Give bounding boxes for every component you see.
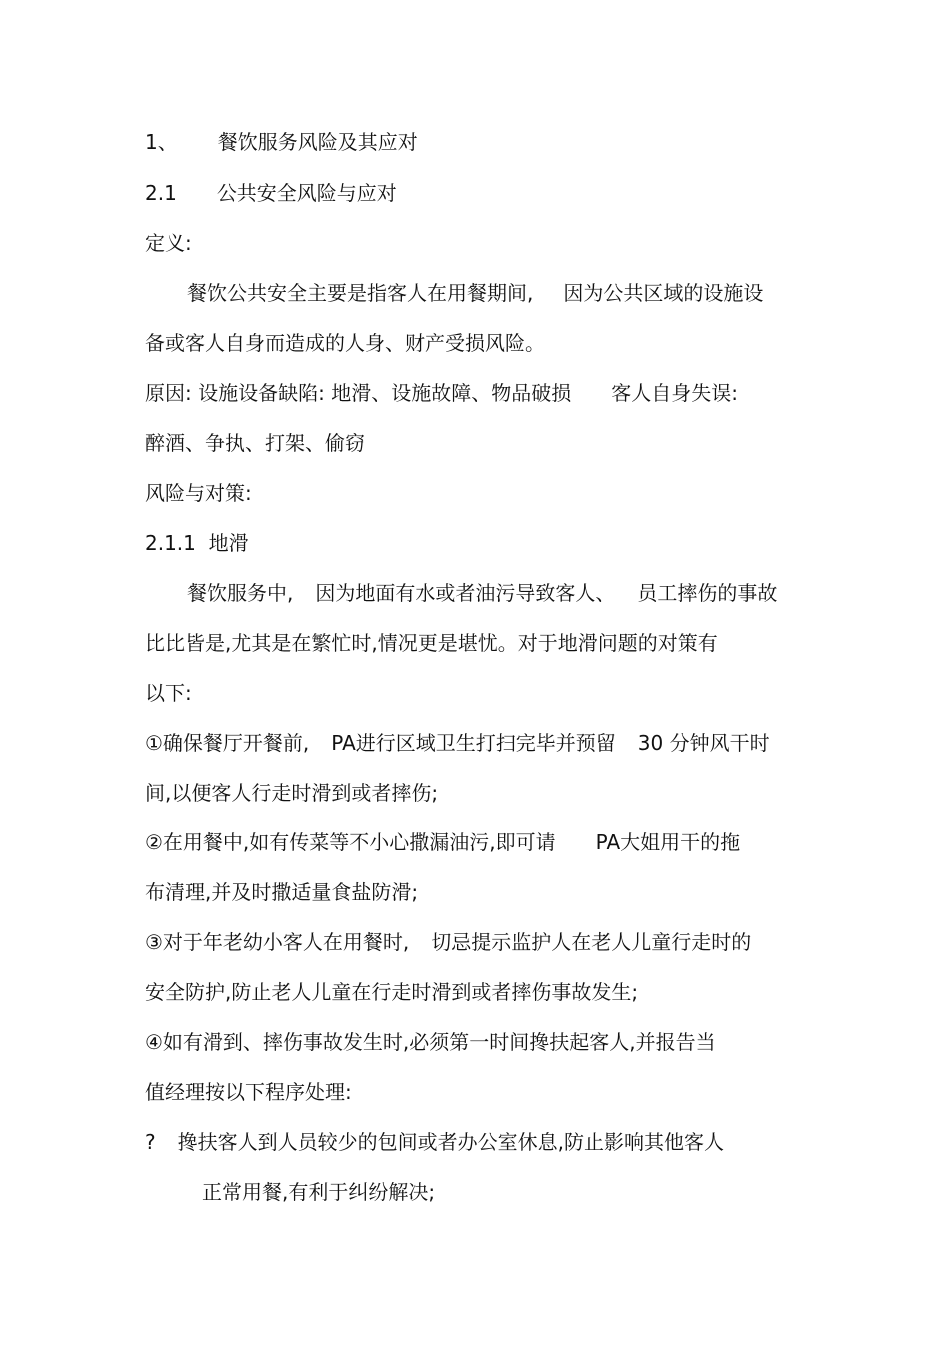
bullet-line-1 bbox=[145, 1130, 724, 1154]
heading-1-number: 1、 bbox=[145, 130, 178, 154]
heading-2-1-title: 公共安全风险与应对 bbox=[216, 181, 397, 205]
bullet-line-2: 正常用餐,有利于纠纷解决; bbox=[202, 1180, 436, 1204]
item-3-line-1-part-a: ③对于年老幼小客人在用餐时, bbox=[145, 930, 410, 954]
item-4-line-2: 值经理按以下程序处理: bbox=[145, 1080, 352, 1104]
definition-label: 定义: bbox=[145, 231, 192, 255]
heading-1-title: 餐饮服务风险及其应对 bbox=[217, 130, 418, 154]
risk-label: 风险与对策: bbox=[145, 481, 252, 505]
slip-para-line-1-part-b: 因为地面有水或者油污导致客人、 bbox=[315, 581, 616, 605]
slip-para-line-1 bbox=[187, 581, 777, 605]
item-1-line-1-part-b: PA进行区域卫生打扫完毕并预留 bbox=[331, 731, 616, 755]
section-2-1-1-number: 2.1.1 bbox=[145, 531, 196, 555]
item-4-line-1: ④如有滑到、摔伤事故发生时,必须第一时间搀扶起客人,并报告当 bbox=[145, 1030, 716, 1054]
item-1-line-2: 间,以便客人行走时滑到或者摔伤; bbox=[145, 781, 439, 805]
item-2-line-1-part-b: PA大姐用干的拖 bbox=[595, 830, 741, 854]
definition-line-1-part-a: 餐饮公共安全主要是指客人在用餐期间, bbox=[187, 281, 534, 305]
cause-line-1-part-b: 客人自身失误: bbox=[611, 381, 738, 405]
slip-para-line-1-part-c: 员工摔伤的事故 bbox=[637, 581, 778, 605]
section-2-1-1-title: 地滑 bbox=[208, 531, 249, 555]
item-2-line-1-part-a: ②在用餐中,如有传菜等不小心撒漏油污,即可请 bbox=[145, 830, 556, 854]
definition-line-1-part-b: 因为公共区域的设施设 bbox=[563, 281, 764, 305]
bullet-line-1-text: 搀扶客人到人员较少的包间或者办公室休息,防止影响其他客人 bbox=[177, 1130, 724, 1154]
heading-2-1 bbox=[145, 181, 397, 205]
bullet-marker: ? bbox=[145, 1130, 156, 1154]
section-2-1-1 bbox=[145, 531, 249, 555]
cause-line-1 bbox=[145, 381, 738, 405]
slip-para-line-2: 比比皆是,尤其是在繁忙时,情况更是堪忧。对于地滑问题的对策有 bbox=[145, 631, 718, 655]
cause-line-2: 醉酒、争执、打架、偷窃 bbox=[145, 431, 365, 455]
item-1-line-1-part-c: 30 分钟风干时 bbox=[637, 731, 770, 755]
item-3-line-1-part-b: 切忌提示监护人在老人儿童行走时的 bbox=[431, 930, 752, 954]
slip-para-line-3: 以下: bbox=[145, 681, 192, 705]
item-2-line-2: 布清理,并及时撒适量食盐防滑; bbox=[145, 880, 419, 904]
slip-para-line-1-part-a: 餐饮服务中, bbox=[187, 581, 294, 605]
item-3-line-1 bbox=[145, 930, 751, 954]
definition-line-1 bbox=[187, 281, 763, 305]
heading-1 bbox=[145, 130, 418, 154]
item-1-line-1 bbox=[145, 731, 770, 755]
definition-line-2: 备或客人自身而造成的人身、财产受损风险。 bbox=[145, 331, 545, 355]
cause-line-1-part-a: 原因: 设施设备缺陷: 地滑、设施故障、物品破损 bbox=[145, 381, 572, 405]
heading-2-1-number: 2.1 bbox=[145, 181, 177, 205]
item-2-line-1 bbox=[145, 830, 740, 854]
item-1-line-1-part-a: ①确保餐厅开餐前, bbox=[145, 731, 310, 755]
item-3-line-2: 安全防护,防止老人儿童在行走时滑到或者摔伤事故发生; bbox=[145, 980, 639, 1004]
